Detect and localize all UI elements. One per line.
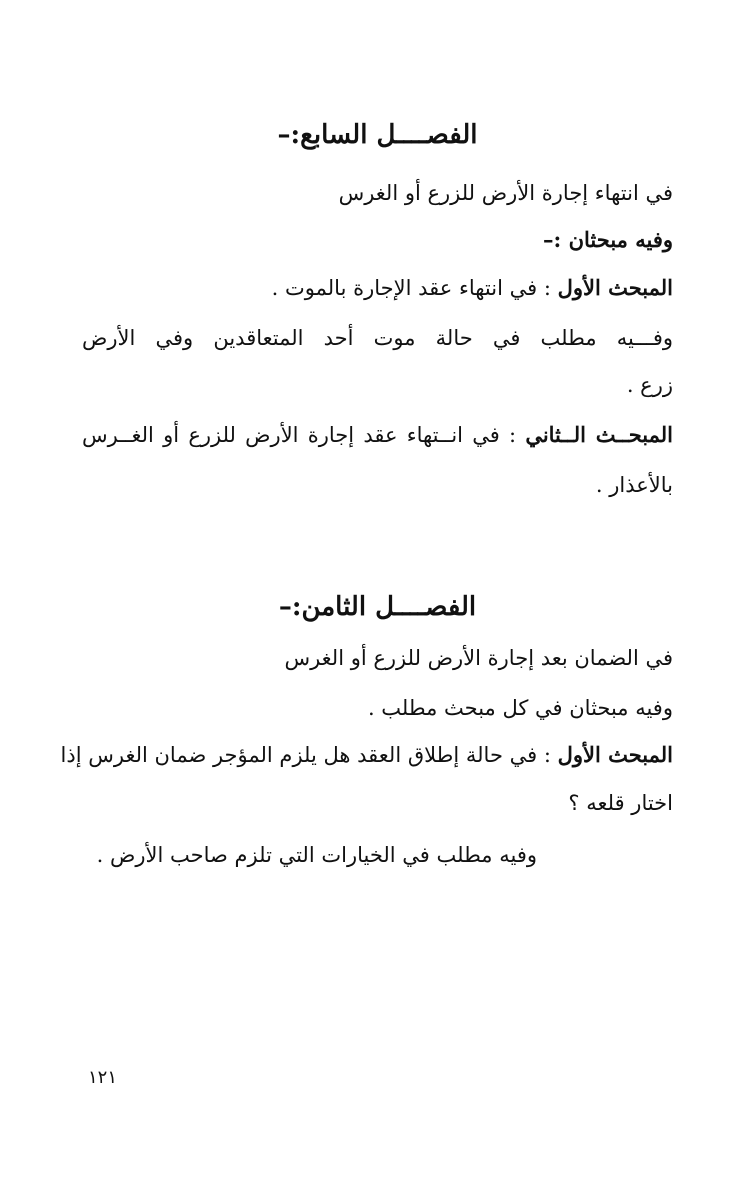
chapter-7-section-1-note: وفـــيه مطلب في حالة موت أحد المتعاقدين وفي الأرض [82,326,673,350]
section-separator: : [537,276,558,300]
section-text: في حالة إطلاق العقد هل يلزم المؤجر ضمان الغرس إذا [60,743,538,767]
chapter-8-subtitle: في الضمان بعد إجارة الأرض للزرع أو الغرس [284,646,673,670]
chapter-8-section-1 [60,740,673,770]
chapter-8-section-1-note: وفيه مطلب في الخيارات التي تلزم صاحب الأرض . [96,843,537,867]
section-text: في انــتهاء عقد إجارة الأرض للزرع أو الغــرس [82,423,500,447]
section-separator: : [499,423,526,447]
page-number: ١٢١ [88,1067,118,1088]
section-label: المبحث الأول [557,742,673,767]
section-label: المبحث الأول [557,275,673,300]
chapter-7-title: الفصــــل السابع:– [277,120,478,150]
chapter-7-section-1 [272,273,673,303]
chapter-8-title: الفصــــل الثامن:– [278,592,477,622]
section-separator: : [537,743,558,767]
chapter-7-section-2 [82,420,673,450]
chapter-8-section-1-cont: اختار قلعه ؟ [568,791,673,815]
chapter-7-subtitle: في انتهاء إجارة الأرض للزرع أو الغرس [338,181,673,205]
section-label: المبحــث الــثاني [525,422,673,447]
chapter-7-section-1-note-cont: زرع . [626,373,673,397]
section-text: في انتهاء عقد الإجارة بالموت . [271,276,538,300]
chapter-7-section-2-cont: بالأعذار . [595,473,673,497]
chapter-8-intro: وفيه مبحثان في كل مبحث مطلب . [367,696,673,720]
chapter-7-intro: وفيه مبحثان :– [543,227,673,252]
